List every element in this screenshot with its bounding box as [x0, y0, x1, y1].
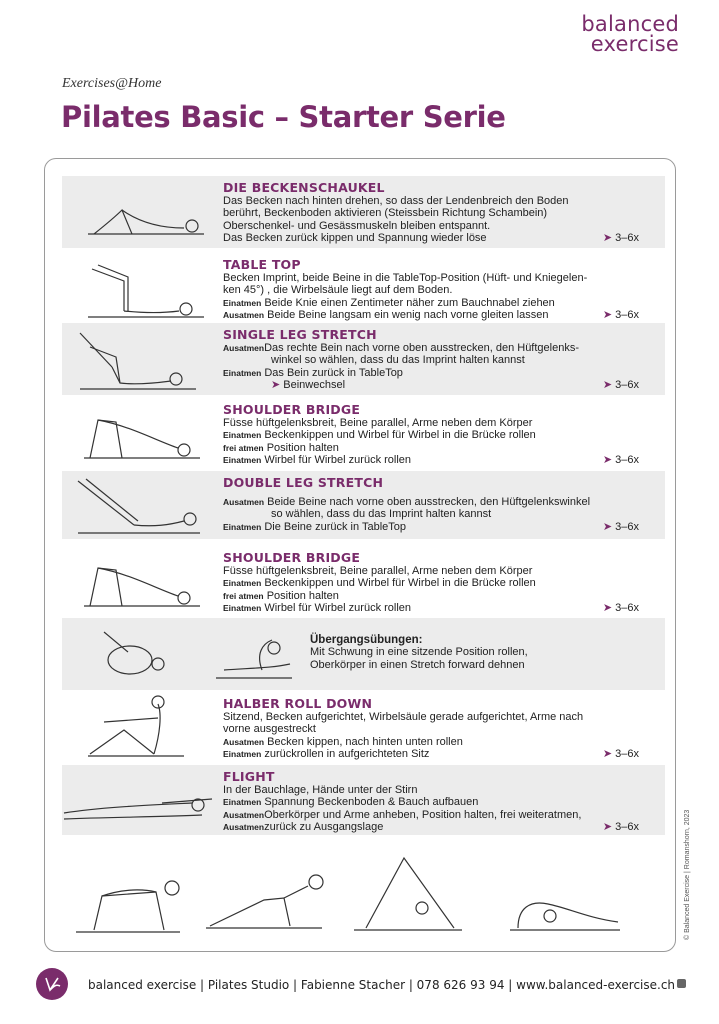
breath-label: Einatmen: [223, 455, 262, 466]
footer: [0, 962, 719, 1002]
breath-label: Ausatmen: [223, 343, 265, 353]
arrow-icon: ➤: [602, 379, 613, 391]
exercise-line: Wirbel für Wirbel zurück rollen: [264, 602, 412, 615]
exercise-title: HALBER ROLL DOWN: [223, 696, 373, 711]
exercise-line: Beinwechsel: [283, 379, 346, 392]
downward-dog-figure: [352, 852, 464, 934]
exercise-line: Beide Beine nach vorne oben ausstrecken, den Hüftgelenkswinkel: [267, 496, 591, 508]
exercise-line: In der Bauchlage, Hände unter der Stirn: [223, 784, 418, 796]
shoulder-bridge-figure: [80, 406, 205, 462]
pelvic-tilt-figure: [84, 190, 209, 238]
breath-label: Einatmen: [223, 797, 262, 808]
reps: [603, 378, 639, 391]
reps-value: 3–6x: [615, 521, 639, 533]
arrow-icon: ➤: [602, 748, 613, 760]
breath-label: Einatmen: [223, 603, 262, 614]
exercise-line: ken 45°) , die Wirbelsäule liegt auf dem Boden.: [223, 284, 453, 297]
exercise-line: Becken kippen, nach hinten unten rollen: [267, 735, 463, 748]
kicker: Exercises@Home: [62, 76, 162, 91]
reps-value: 3–6x: [615, 454, 639, 466]
roll-figure: [98, 628, 173, 682]
reps: [603, 520, 639, 533]
exercise-line: Das Becken zurück kippen und Spannung wieder löse: [223, 232, 487, 245]
footer-contact: balanced exercise | Pilates Studio | Fabienne Stacher | 078 626 93 94 | www.balanced-exercise.ch: [88, 978, 676, 992]
exercise-line: Das rechte Bein nach vorne oben ausstrecken, den Hüftgelenks-: [264, 342, 580, 354]
exercise-row-shoulder-bridge-2: [62, 546, 665, 616]
exercise-line: winkel so wählen, dass du das Imprint halten kannst: [271, 354, 525, 367]
reps-value: 3–6x: [615, 748, 639, 760]
reps: [603, 231, 639, 244]
brand-line-2: exercise: [590, 32, 679, 56]
exercise-line: Sitzend, Becken aufgerichtet, Wirbelsäule gerade aufgerichtet, Arme nach: [223, 711, 584, 723]
breath-label: Einatmen: [223, 749, 262, 760]
brand-line-1: balanced: [581, 12, 679, 36]
exercise-line: Beckenkippen und Wirbel für Wirbel in die Brücke rollen: [264, 429, 536, 442]
exercise-line: Becken Imprint, beide Beine in die TableTop-Position (Hüft- und Kniegelen-: [223, 272, 588, 284]
reps: [603, 601, 639, 614]
reps: [603, 453, 639, 466]
breath-label: Einatmen: [223, 367, 262, 378]
copyright: © Balanced Exercise | Romanshorn, 2023: [684, 809, 691, 940]
breath-label: Einatmen: [223, 578, 262, 589]
breath-label: Einatmen: [223, 430, 262, 441]
exercise-line: Füsse hüftgelenksbreit, Beine parallel, Arme neben dem Körper: [223, 417, 533, 429]
brand-logo-text: [581, 14, 679, 54]
arrow-icon: ➤: [602, 309, 613, 321]
exercise-line: Oberschenkel- und Gesässmuskeln bleiben entspannt.: [223, 219, 491, 232]
reps-value: 3–6x: [615, 379, 639, 391]
exercise-line: Das Bein zurück in TableTop: [264, 366, 403, 379]
reps: [603, 820, 639, 833]
arrow-icon: ➤: [271, 379, 281, 392]
exercise-line: Füsse hüftgelenksbreit, Beine parallel, Arme neben dem Körper: [223, 565, 533, 577]
breath-label: Ausatmen: [223, 310, 265, 321]
shoulder-bridge-figure: [80, 554, 205, 610]
exercise-line: Position halten: [266, 441, 339, 454]
exercise-line: Beckenkippen und Wirbel für Wirbel in die Brücke rollen: [264, 577, 536, 590]
reps-value: 3–6x: [615, 232, 639, 244]
exercise-line: Position halten: [266, 589, 339, 602]
exercise-line: Das Becken nach hinten drehen, so dass der Lendenbreich den Boden: [223, 195, 569, 207]
reps-value: 3–6x: [615, 309, 639, 321]
exercise-title: DIE BECKENSCHAUKEL: [223, 180, 385, 195]
breath-label: Einatmen: [223, 521, 262, 532]
reps-value: 3–6x: [615, 821, 639, 833]
arrow-icon: ➤: [602, 602, 613, 614]
exercise-line: Oberkörper und Arme anheben, Position halten, frei weiteratmen,: [264, 808, 582, 821]
exercise-line: zurück zu Ausgangslage: [264, 821, 384, 834]
page-title: Pilates Basic – Starter Serie: [61, 100, 506, 134]
exercise-row-beckenschaukel: [62, 176, 665, 248]
exercise-line: Die Beine zurück in TableTop: [264, 520, 406, 533]
exercise-row-transition: [62, 618, 665, 690]
roll-down-figure: [84, 694, 194, 760]
exercise-row-halber-roll-down: [62, 694, 665, 762]
exercise-line: vorne ausgestreckt: [223, 723, 316, 736]
exercise-title: FLIGHT: [223, 769, 275, 784]
breath-label: Ausatmen: [223, 497, 265, 507]
arrow-icon: ➤: [602, 821, 613, 833]
exercise-line: so wählen, dass du das Imprint halten kannst: [271, 508, 492, 521]
exercise-title: TABLE TOP: [223, 257, 301, 272]
exercise-row-shoulder-bridge: [62, 398, 665, 470]
exercise-title: SHOULDER BRIDGE: [223, 550, 361, 565]
exercise-line: berührt, Beckenboden aktivieren (Steissbein Richtung Schambein): [223, 207, 548, 220]
breath-label: frei atmen: [223, 590, 264, 601]
exercise-title: SINGLE LEG STRETCH: [223, 327, 377, 342]
exercise-title: DOUBLE LEG STRETCH: [223, 475, 384, 490]
breath-label: frei atmen: [223, 442, 264, 453]
exercise-line: zurückrollen in aufgerichteten Sitz: [264, 748, 430, 761]
breath-label: Ausatmen: [223, 736, 265, 747]
forward-stretch-figure: [212, 634, 297, 682]
childs-pose-figure: [508, 888, 623, 934]
exercise-line: Beide Knie einen Zentimeter näher zum Bauchnabel ziehen: [264, 296, 555, 309]
exercise-row-single-leg-stretch: [62, 323, 665, 395]
plank-figure: [204, 868, 324, 932]
breath-label: Einatmen: [223, 297, 262, 308]
exercise-line: Wirbel für Wirbel zurück rollen: [264, 454, 412, 467]
reps: [603, 747, 639, 760]
breath-label: Ausatmen: [223, 822, 265, 833]
exercise-line: Beide Beine langsam ein wenig nach vorne gleiten lassen: [267, 309, 549, 322]
breath-label: Ausatmen: [223, 809, 265, 820]
exercise-title: SHOULDER BRIDGE: [223, 402, 361, 417]
arrow-icon: ➤: [602, 454, 613, 466]
arrow-icon: ➤: [602, 521, 613, 533]
exercise-row-double-leg-stretch: [62, 471, 665, 539]
exercise-line: Oberkörper in einen Stretch forward dehnen: [310, 658, 525, 671]
exercise-line: Spannung Beckenboden & Bauch aufbauen: [264, 796, 479, 809]
reps: [603, 308, 639, 321]
exercise-row-flight: [62, 765, 665, 835]
reps-value: 3–6x: [615, 602, 639, 614]
cat-cow-figure: [74, 866, 184, 936]
studio-logo-icon: [36, 968, 68, 1000]
arrow-icon: ➤: [602, 232, 613, 244]
single-leg-stretch-figure: [76, 327, 201, 391]
external-link-icon: [677, 979, 686, 988]
exercise-line: Mit Schwung in eine sitzende Position rollen,: [310, 646, 528, 659]
flight-figure: [62, 789, 217, 823]
double-leg-stretch-figure: [74, 475, 204, 535]
exercise-row-table-top: [62, 253, 665, 323]
table-top-figure: [84, 259, 209, 321]
exercise-title: Übergangsübungen:: [310, 634, 423, 646]
